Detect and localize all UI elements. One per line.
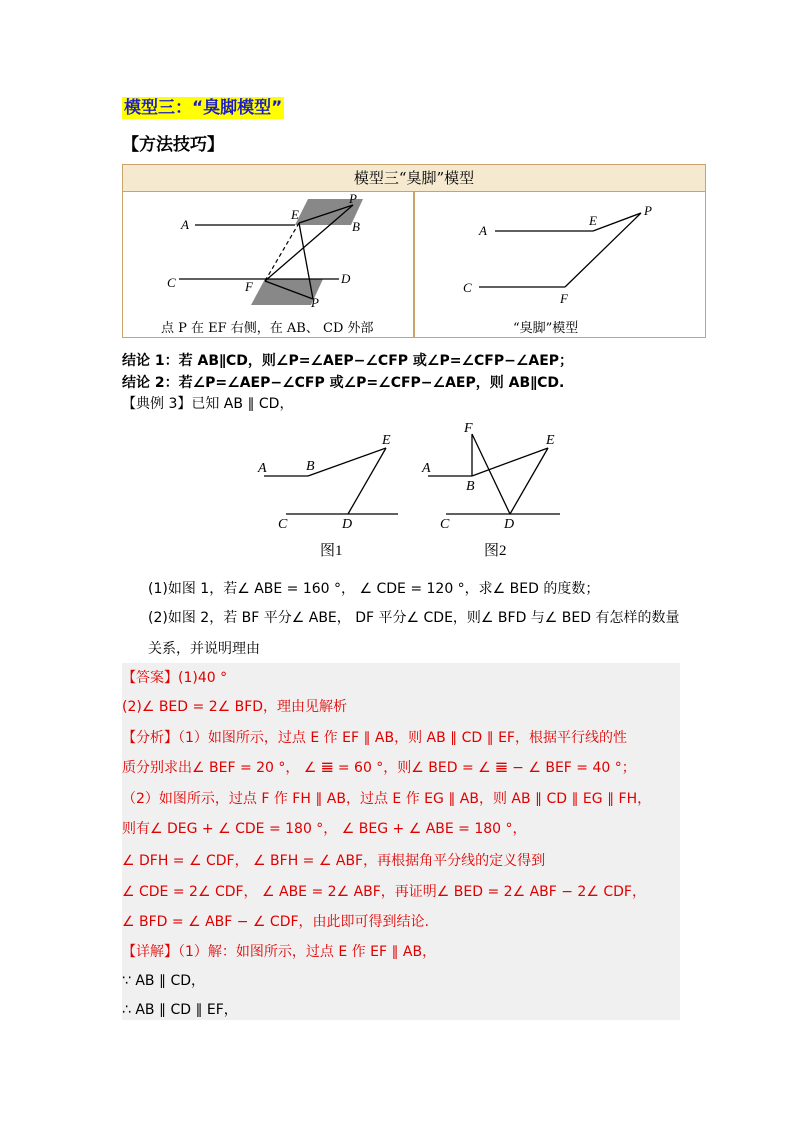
line-ef bbox=[265, 223, 299, 281]
answer-2: (2)∠ BED = 2∠ BFD，理由见解析 bbox=[122, 699, 348, 715]
example-figures bbox=[250, 420, 580, 560]
label-b: B bbox=[352, 219, 360, 234]
right-model-diagram bbox=[415, 191, 705, 313]
left-model-diagram bbox=[123, 191, 413, 313]
right-model-caption: “臭脚”模型 bbox=[513, 321, 579, 336]
example-title: 【典例 3】已知 AB ∥ CD， bbox=[122, 396, 294, 412]
analysis-line-3: （2）如图所示，过点 F 作 FH ∥ AB，过点 E 作 EG ∥ AB，则 AB ∥ CD ∥ EG ∥ FH， bbox=[122, 791, 652, 807]
question-2-line-1: (2)如图 2，若 BF 平分∠ ABE， DF 平分∠ CDE，则∠ BFD 与∠ BED 有怎样的数量 bbox=[148, 610, 680, 626]
detail-line-1 bbox=[122, 941, 436, 961]
label-c: C bbox=[167, 275, 176, 290]
model-diagram-box bbox=[122, 164, 706, 338]
fig2-label-c: C bbox=[440, 517, 450, 532]
label-e: E bbox=[291, 207, 299, 222]
fig2-label-d: D bbox=[504, 517, 515, 532]
fig1-label-c: C bbox=[278, 517, 288, 532]
label-a-right: A bbox=[479, 223, 487, 238]
section-heading: 模型三：“臭脚模型” bbox=[124, 98, 283, 118]
analysis-line-4: 则有∠ DEG + ∠ CDE = 180 °， ∠ BEG + ∠ ABE = 180 °， bbox=[122, 821, 527, 837]
answer-block bbox=[122, 667, 227, 687]
fig1-line-ed bbox=[348, 448, 386, 514]
fig2-line-be bbox=[472, 448, 548, 476]
fig1-label-b: B bbox=[306, 459, 315, 474]
fig1-label-e: E bbox=[382, 433, 391, 448]
fig1-label-d: D bbox=[342, 517, 353, 532]
analysis-line-1 bbox=[122, 727, 627, 747]
analysis-line-7: ∠ BFD = ∠ ABF − ∠ CDF，由此即可得到结论. bbox=[122, 914, 429, 930]
label-a: A bbox=[181, 217, 189, 232]
label-p-right: P bbox=[644, 203, 652, 218]
fig2-label-e: E bbox=[546, 433, 555, 448]
detail-label: 【详解】 bbox=[122, 944, 178, 960]
line-fp bbox=[565, 213, 641, 287]
analysis-text-1: （1）如图所示，过点 E 作 EF ∥ AB，则 AB ∥ CD ∥ EF，根据平行线的性 bbox=[178, 730, 627, 746]
question-1: (1)如图 1，若∠ ABE = 160 °， ∠ CDE = 120 °，求∠ BED 的度数； bbox=[148, 581, 600, 597]
model-box-header: 模型三“臭脚”模型 bbox=[123, 165, 705, 192]
fig2-label-b: B bbox=[466, 479, 475, 494]
label-e-right: E bbox=[589, 213, 597, 228]
detail-line-2: ∵ AB ∥ CD， bbox=[122, 973, 205, 989]
label-p-top: P bbox=[349, 191, 357, 206]
analysis-line-5: ∠ DFH = ∠ CDF， ∠ BFH = ∠ ABF，再根据角平分线的定义得到 bbox=[122, 853, 546, 869]
figure-2-caption: 图2 bbox=[484, 543, 507, 559]
fig2-line-ed bbox=[510, 448, 548, 514]
fig2-label-f: F bbox=[464, 421, 473, 436]
figure-1-caption: 图1 bbox=[320, 543, 343, 559]
answer-1: (1)40 ° bbox=[178, 670, 228, 686]
label-d: D bbox=[341, 271, 351, 286]
fig1-label-a: A bbox=[258, 461, 267, 476]
conclusion-1: 结论 1：若 AB∥CD，则∠P=∠AEP−∠CFP 或∠P=∠CFP−∠AEP； bbox=[122, 353, 574, 369]
line-ep bbox=[593, 213, 641, 231]
analysis-line-2: 质分别求出∠ BEF = 20 °， ∠ 𝌆 = 60 °，则∠ BED = ∠ 𝌆 − ∠ BEF = 40 °； bbox=[122, 760, 636, 776]
method-title: 【方法技巧】 bbox=[122, 135, 224, 155]
label-c-right: C bbox=[463, 280, 472, 295]
detail-line-3: ∴ AB ∥ CD ∥ EF， bbox=[122, 1002, 238, 1018]
analysis-label: 【分析】 bbox=[122, 730, 178, 746]
fig2-label-a: A bbox=[422, 461, 431, 476]
fig1-line-be bbox=[308, 448, 386, 476]
left-model-caption: 点 P 在 EF 右侧，在 AB、 CD 外部 bbox=[161, 321, 374, 336]
answer-label: 【答案】 bbox=[122, 670, 178, 686]
analysis-line-6: ∠ CDE = 2∠ CDF， ∠ ABE = 2∠ ABF，再证明∠ BED = 2∠ ABF − 2∠ CDF， bbox=[122, 884, 646, 900]
detail-text-1: （1）解：如图所示，过点 E 作 EF ∥ AB， bbox=[178, 944, 437, 960]
label-f-right: F bbox=[560, 291, 568, 306]
question-2-line-2: 关系，并说明理由 bbox=[148, 641, 260, 657]
label-p-bottom: P bbox=[311, 295, 319, 310]
conclusion-2: 结论 2：若∠P=∠AEP−∠CFP 或∠P=∠CFP−∠AEP，则 AB∥CD. bbox=[122, 375, 565, 391]
answer-panel bbox=[122, 663, 680, 1020]
label-f: F bbox=[245, 279, 253, 294]
